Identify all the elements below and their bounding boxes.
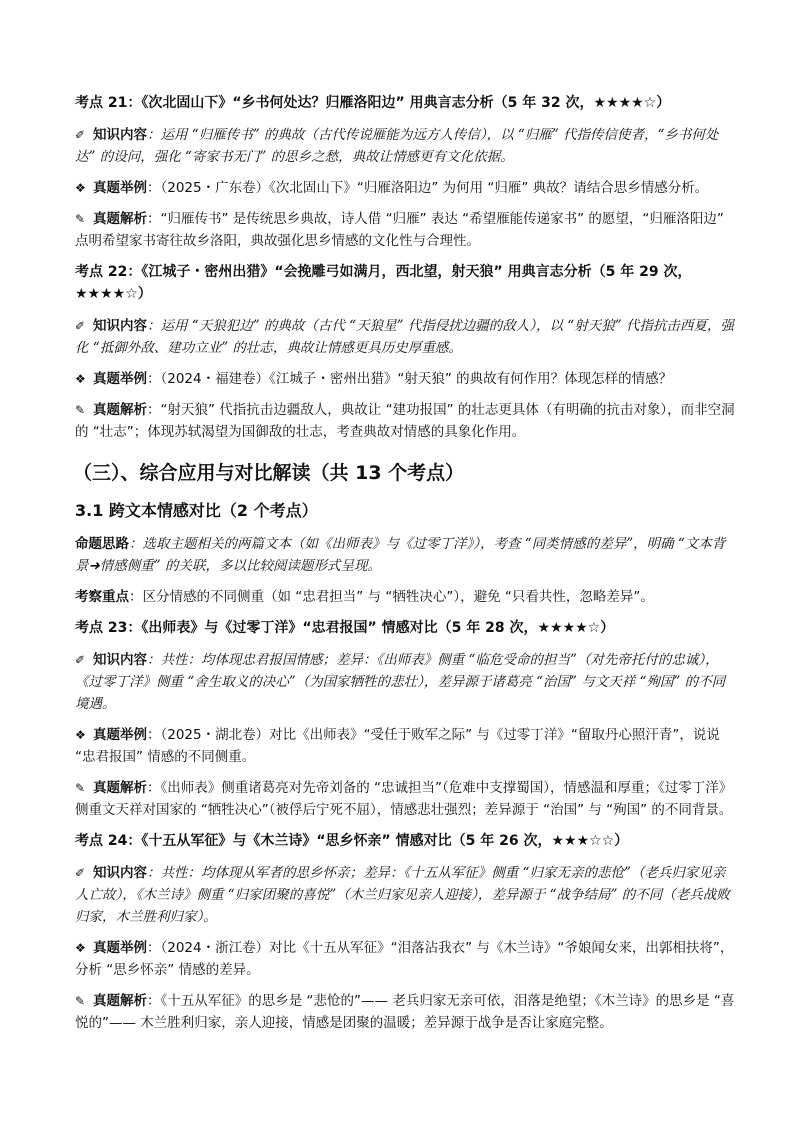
knowledge-label: 知识内容 bbox=[93, 127, 147, 143]
kp22-knowledge bbox=[75, 315, 735, 359]
knowledge-text: ：共性：均体现从军者的思乡怀亲；差异：《十五从军征》侧重 “归家无亲的悲怆”（老兵归家见亲人亡故），《木兰诗》侧重 “归家团聚的喜悦”（木兰归家见亲人迎接），差异源于 “战争结局” 的不同（老兵战败归家，木兰胜利归家）。 bbox=[75, 865, 730, 925]
pen-nib-icon: ✎ bbox=[75, 403, 86, 417]
kp21-analysis bbox=[75, 208, 735, 252]
pen-nib-icon: ✎ bbox=[75, 781, 86, 795]
pen-nib-icon: ✎ bbox=[75, 212, 86, 226]
kp21-title: 考点 21：《次北固山下》“乡书何处达？归雁洛阳边” 用典言志分析（5 年 32 次，★★★★☆） bbox=[75, 95, 671, 111]
analysis-label: 真题解析 bbox=[93, 780, 147, 796]
example-text: ：（2024・浙江卷）对比《十五从军征》“泪落沾我衣” 与《木兰诗》“爷娘闻女来，出郭相扶将”，分析 “思乡怀亲” 情感的差异。 bbox=[75, 940, 734, 978]
example-label: 真题举例 bbox=[93, 371, 147, 387]
kp24-knowledge bbox=[75, 862, 735, 928]
kp23-analysis bbox=[75, 777, 735, 821]
kp22-title: 考点 22：《江城子・密州出猎》“会挽雕弓如满月，西北望，射天狼” 用典言志分析（5 年 29 次，★★★★☆） bbox=[75, 264, 692, 302]
document-page bbox=[75, 92, 735, 1043]
diamond-bullet-icon: ❖ bbox=[75, 372, 86, 386]
kp24-example bbox=[75, 937, 735, 981]
section-title: （三）、综合应用与对比解读（共 13 个考点） bbox=[73, 462, 465, 484]
kp23-example bbox=[75, 724, 735, 768]
knowledge-label: 知识内容 bbox=[93, 652, 147, 668]
kp23-knowledge bbox=[75, 649, 735, 715]
kp24-analysis bbox=[75, 990, 735, 1034]
pencil-icon: ✐ bbox=[75, 128, 86, 142]
analysis-text: ：《十五从军征》的思乡是 “悲怆的”—— 老兵归家无亲可依，泪落是绝望；《木兰诗》的思乡是 “喜悦的”—— 木兰胜利归家，亲人迎接，情感是团聚的温暖；差异源于战争是否让家庭完整。 bbox=[75, 993, 735, 1031]
knowledge-text: ：运用 “归雁传书” 的典故（古代传说雁能为远方人传信），以 “归雁” 代指传信使者，“乡书何处达” 的设问，强化 “寄家书无门” 的思乡之愁，典故让情感更有文化依据。 bbox=[75, 127, 719, 165]
example-text: ：（2024・福建卷）《江城子・密州出猎》“射天狼” 的典故有何作用？体现怎样的情感？ bbox=[147, 371, 673, 387]
focus-label: 考察重点 bbox=[75, 589, 129, 605]
pencil-icon: ✐ bbox=[75, 866, 86, 880]
diamond-bullet-icon: ❖ bbox=[75, 941, 86, 955]
pen-nib-icon: ✎ bbox=[75, 994, 86, 1008]
analysis-text: ：“归雁传书” 是传统思乡典故，诗人借 “归雁” 表达 “希望雁能传递家书” 的愿望，“归雁洛阳边” 点明希望家书寄往故乡洛阳，典故强化思乡情感的文化性与合理性。 bbox=[75, 211, 724, 249]
kp22-analysis bbox=[75, 399, 735, 443]
diamond-bullet-icon: ❖ bbox=[75, 728, 86, 742]
diamond-bullet-icon: ❖ bbox=[75, 181, 86, 195]
analysis-text: ：《出师表》侧重诸葛亮对先帝刘备的 “忠诚担当”（危难中支撑蜀国），情感温和厚重；《过零丁洋》侧重文天祥对国家的 “牺牲决心”（被俘后宁死不屈），情感悲壮强烈；差异源于 “治国” 与 “殉国” 的不同背景。 bbox=[75, 780, 733, 818]
analysis-label: 真题解析 bbox=[93, 993, 147, 1009]
idea-text: ：选取主题相关的两篇文本（如《出师表》与《过零丁洋》），考查 “同类情感的差异”，明确 “文本背景➜情感侧重” 的关联，多以比较阅读题形式呈现。 bbox=[75, 536, 726, 574]
knowledge-text: ：共性：均体现忠君报国情感；差异：《出师表》侧重 “临危受命的担当”（对先帝托付的忠诚），《过零丁洋》侧重 “舍生取义的决心”（为国家牺牲的悲壮），差异源于诸葛亮 “治国” 与文天祥 “殉国” 的不同境遇。 bbox=[75, 652, 726, 712]
kp23-title: 考点 23：《出师表》与《过零丁洋》“忠君报国” 情感对比（5 年 28 次，★★★★☆） bbox=[75, 620, 615, 636]
idea-label: 命题思路 bbox=[75, 536, 129, 552]
exam-focus bbox=[75, 586, 735, 608]
example-text: ：（2025・广东卷）《次北固山下》“归雁洛阳边” 为何用 “归雁” 典故？请结合思乡情感分析。 bbox=[147, 180, 709, 196]
kp24-title: 考点 24：《十五从军征》与《木兰诗》“思乡怀亲” 情感对比（5 年 26 次，★★★☆☆） bbox=[75, 833, 629, 849]
analysis-label: 真题解析 bbox=[93, 402, 147, 418]
example-label: 真题举例 bbox=[93, 180, 147, 196]
pencil-icon: ✐ bbox=[75, 319, 86, 333]
example-label: 真题举例 bbox=[93, 940, 147, 956]
knowledge-label: 知识内容 bbox=[93, 865, 147, 881]
focus-text: ：区分情感的不同侧重（如 “忠君担当” 与 “牺牲决心”），避免 “只看共性，忽略差异”。 bbox=[129, 589, 654, 605]
kp21-example bbox=[75, 177, 735, 199]
example-text: ：（2025・湖北卷）对比《出师表》“受任于败军之际” 与《过零丁洋》“留取丹心照汗青”，说说 “忠君报国” 情感的不同侧重。 bbox=[75, 727, 720, 765]
pencil-icon: ✐ bbox=[75, 653, 86, 667]
analysis-label: 真题解析 bbox=[93, 211, 147, 227]
kp21-knowledge bbox=[75, 124, 735, 168]
proposition-idea bbox=[75, 533, 735, 577]
analysis-text: ：“射天狼” 代指抗击边疆敌人，典故让 “建功报国” 的壮志更具体（有明确的抗击对象），而非空洞的 “壮志”；体现苏轼渴望为国御敌的壮志，考查典故对情感的具象化作用。 bbox=[75, 402, 735, 440]
kp22-example bbox=[75, 368, 735, 390]
knowledge-text: ：运用 “天狼犯边” 的典故（古代 “天狼星” 代指侵扰边疆的敌人），以 “射天狼” 代指抗击西夏，强化 “抵御外敌、建功立业” 的壮志，典故让情感更具历史厚重感。 bbox=[75, 318, 734, 356]
example-label: 真题举例 bbox=[93, 727, 147, 743]
knowledge-label: 知识内容 bbox=[93, 318, 147, 334]
subsection-title: 3.1 跨文本情感对比（2 个考点） bbox=[75, 501, 318, 520]
